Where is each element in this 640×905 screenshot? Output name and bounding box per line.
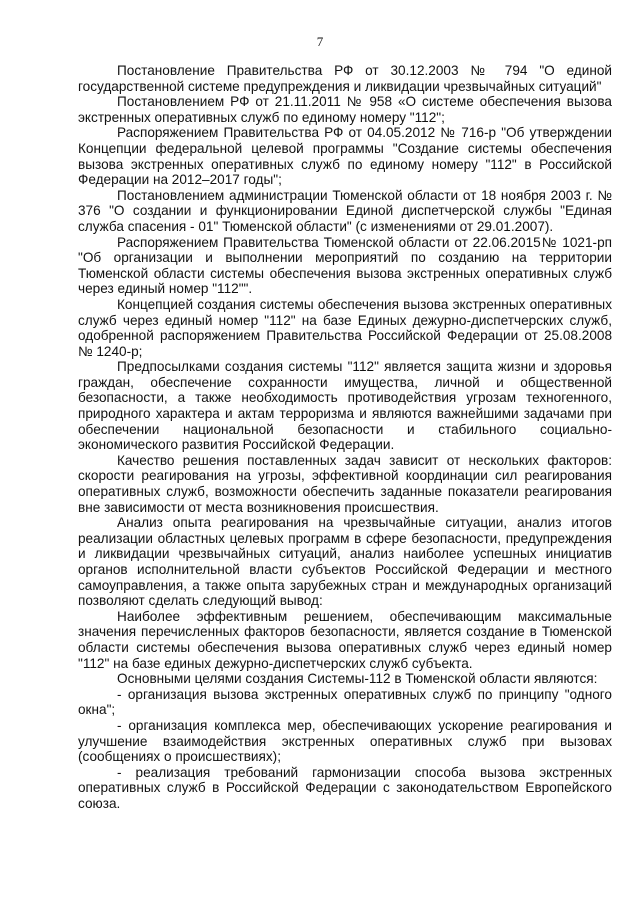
- paragraph-prerequisites: Предпосылками создания системы "112" является защита жизни и здоровья граждан, обеспечение сохранности имущества, личной и общественной безопасности, а также необходимость противодействия угрозам техногенного, природного характера и актам терроризма и являются важнейшими задачами при обеспечении национальной безопасности и стабильного социально-экономического развития Российской Федерации.: [78, 359, 612, 453]
- paragraph-concept-1240: Концепцией создания системы обеспечения вызова экстренных оперативных служб через единый номер "112" на базе Единых дежурно-диспетчерских служб, одобренной распоряжением Правительства Российской Федерации от 25.08.2008 № 1240-р;: [78, 296, 612, 359]
- paragraph-analysis: Анализ опыта реагирования на чрезвычайные ситуации, анализ итогов реализации областных целевых программ в сфере безопасности, предупреждения и ликвидации чрезвычайных ситуаций, анализ наиболее успешных инициатив органов исполнительной власти субъектов Российской Федерации и местного самоуправления, а также опыта зарубежных стран и международных организаций позволяют сделать следующий вывод:: [78, 515, 612, 609]
- paragraph-quality-factors: Качество решения поставленных задач зависит от нескольких факторов: скорости реагирования на угрозы, эффективной координации сил реагирования оперативных служб, возможности обеспечить заданные показатели реагирования вне зависимости от места возникновения происшествия.: [78, 452, 612, 515]
- page-number: 7: [316, 34, 324, 49]
- paragraph-order-1021: Распоряжением Правительства Тюменской области от 22.06.2015№ 1021-рп "Об организации и выполнении мероприятий по созданию на территории Тюменской области системы обеспечения вызова экстренных оперативных служб через единый номер "112"".: [78, 234, 612, 297]
- paragraph-order-716: Распоряжением Правительства РФ от 04.05.2012 № 716-р "Об утверждении Концепции федеральной целевой программы "Создание системы обеспечения вызова экстренных оперативных служб по единому номеру "112" в Российской Федерации на 2012–2017 годы";: [78, 125, 612, 188]
- paragraph-decree-794: Постановление Правительства РФ от 30.12.2003 № 794 "О единой государственной системе предупреждения и ликвидации чрезвычайных ситуаций": [78, 63, 612, 94]
- list-item: - реализация требований гармонизации способа вызова экстренных оперативных служб в Российской Федерации с законодательством Европейского союза.: [78, 764, 612, 811]
- list-item: - организация вызова экстренных оперативных служб по принципу "одного окна";: [78, 686, 612, 718]
- paragraph-decree-376: Постановлением администрации Тюменской области от 18 ноября 2003 г. № 376 "О создании и функционировании Единой диспетчерской службы "Единая служба спасения - 01" Тюменской области" (с изменениями от 29.01.2007).: [78, 187, 612, 234]
- paragraph-goals-intro: Основными целями создания Системы-112 в Тюменской области являются:: [117, 671, 598, 687]
- paragraph-decree-958: Постановлением РФ от 21.11.2011 № 958 «О системе обеспечения вызова экстренных оперативных служб по единому номеру "112";: [78, 94, 612, 125]
- document-body: [78, 63, 612, 812]
- paragraph-solution: Наиболее эффективным решением, обеспечивающим максимальные значения перечисленных факторов безопасности, является создание в Тюменской области системы обеспечения вызова оперативных служб через единый номер "112" на базе единых дежурно-диспетчерских служб субъекта.: [78, 608, 612, 671]
- list-item: - организация комплекса мер, обеспечивающих ускорение реагирования и улучшение взаимодействия экстренных оперативных служб при вызовах (сообщениях о происшествиях);: [78, 717, 612, 765]
